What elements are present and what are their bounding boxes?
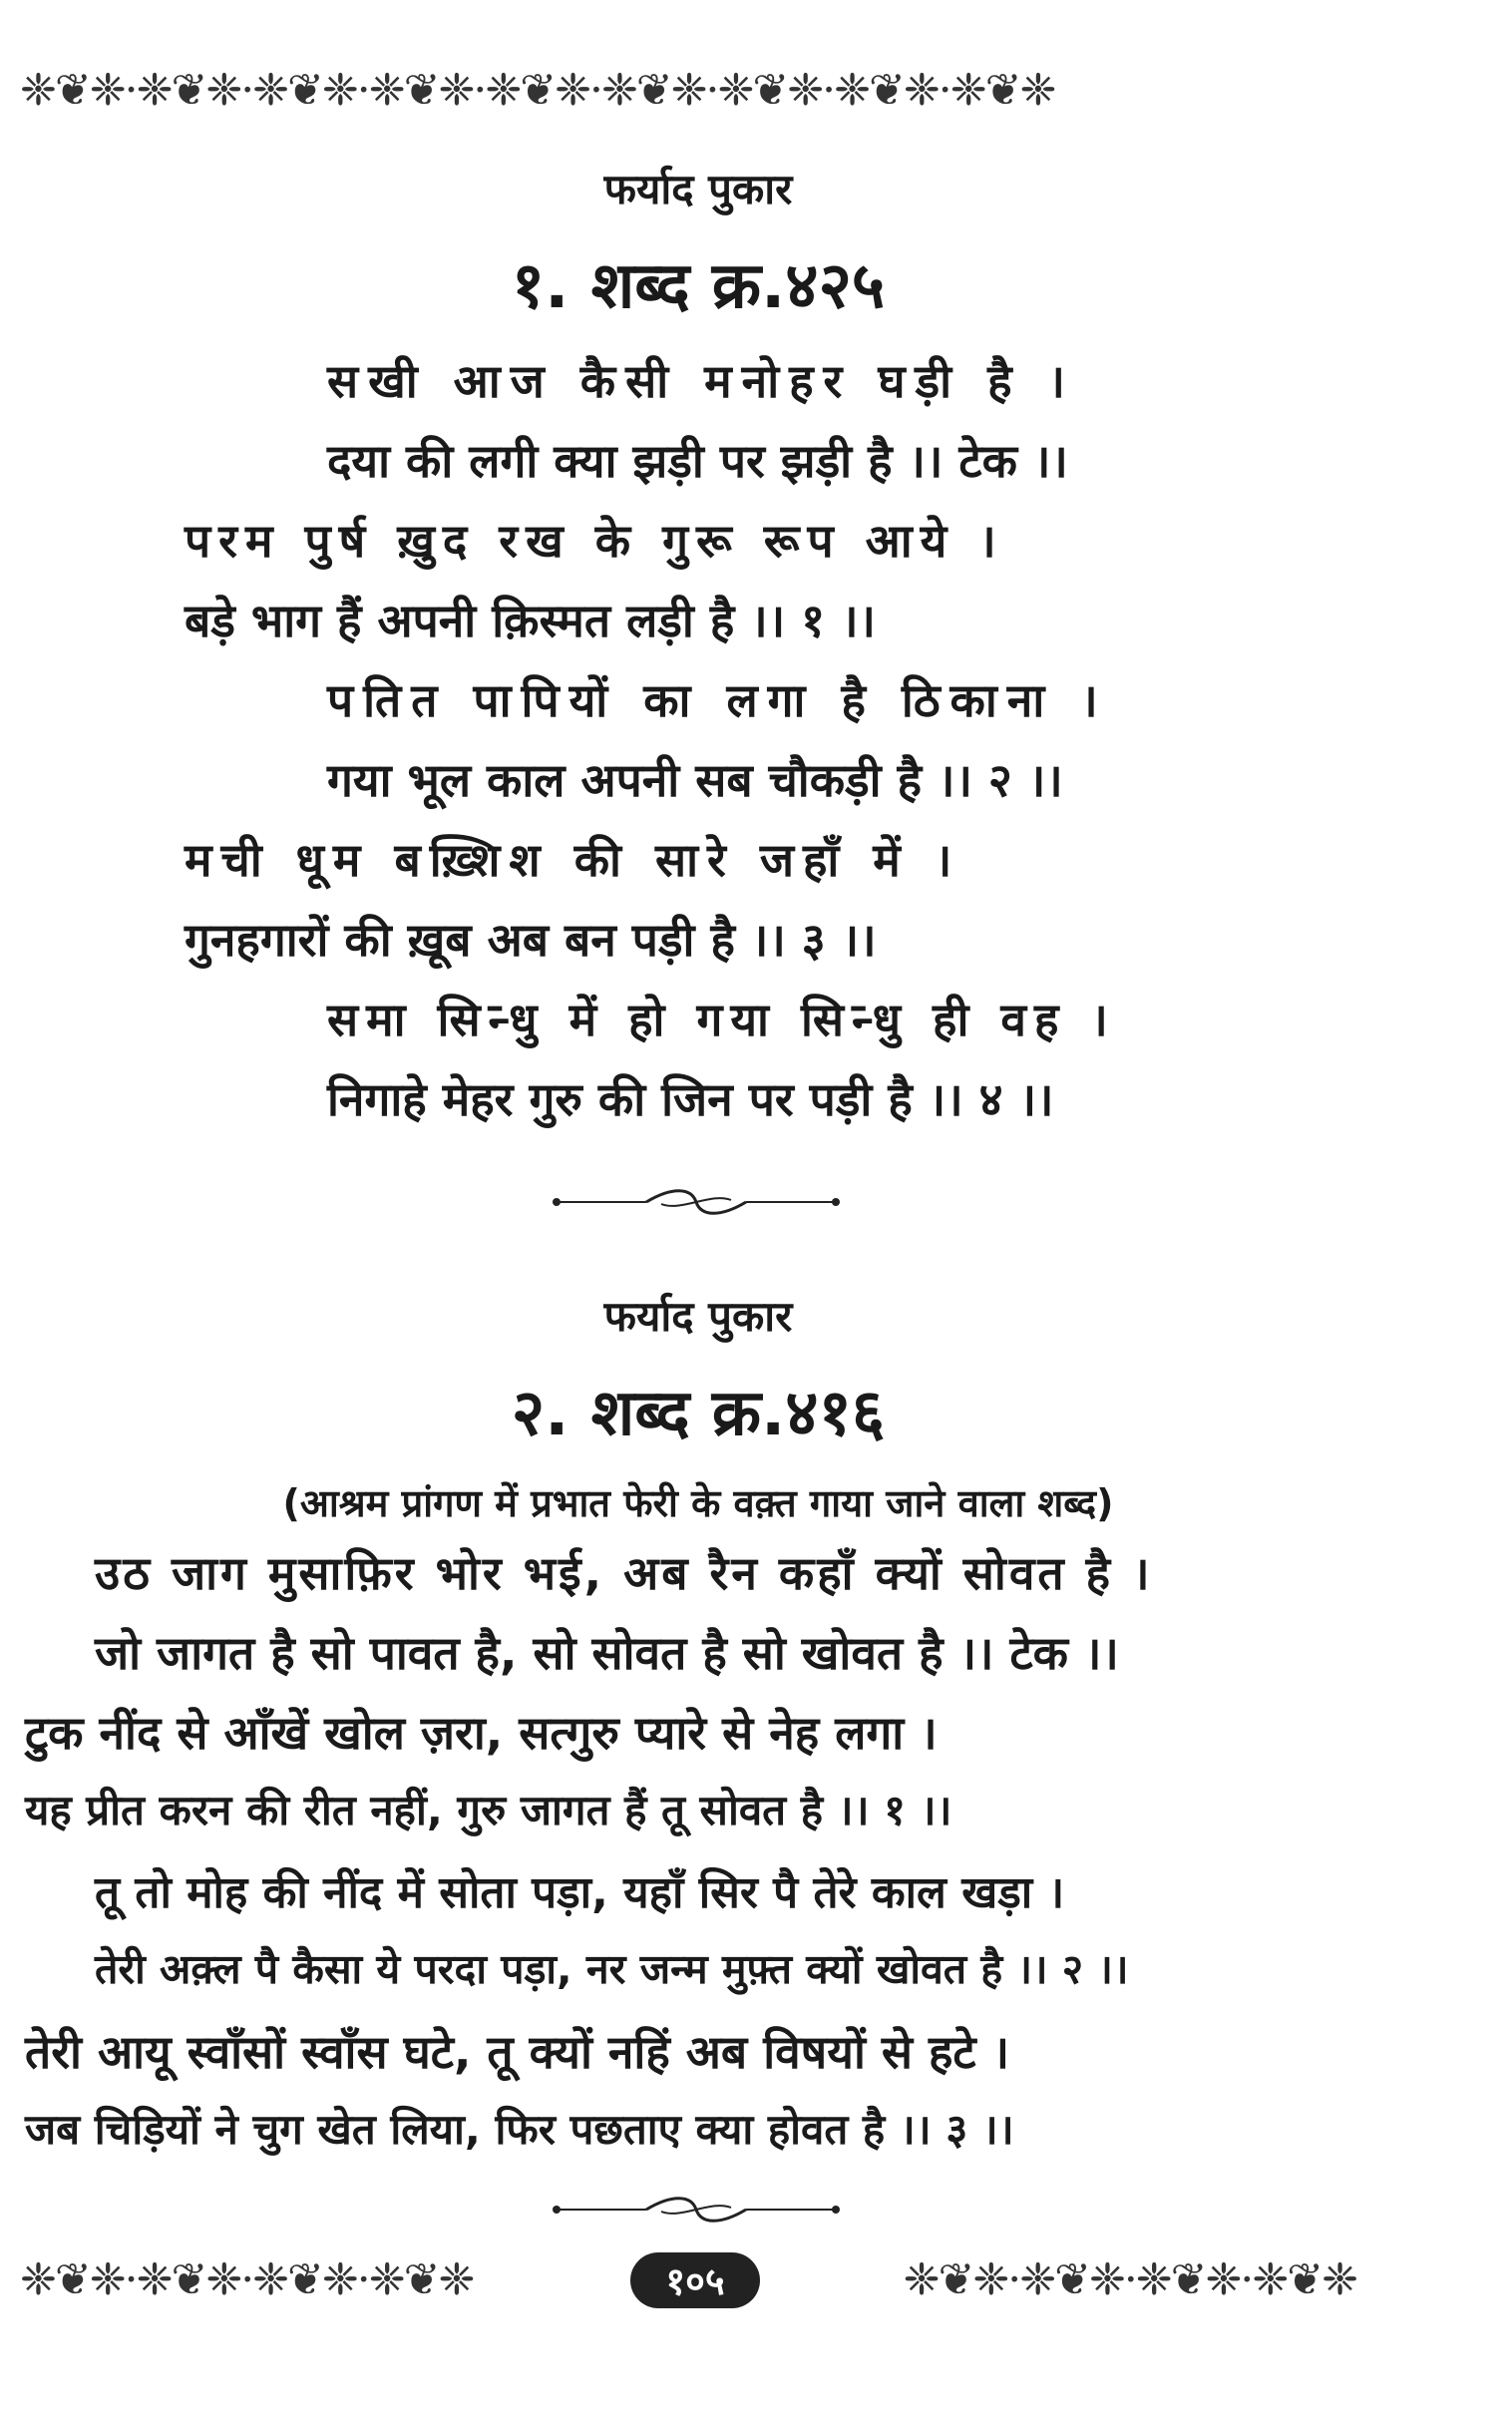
section2-line-3: टुक नींद से आँखें खोल ज़रा, सत्गुरु प्यारे से नेह लगा ।: [25, 1706, 938, 1760]
section1-line-6: गया भूल काल अपनी सब चौकड़ी है ।। २ ।।: [327, 753, 1063, 807]
section1-line-1: सखी आज कैसी मनोहर घड़ी है ।: [327, 354, 1075, 408]
section2-subtitle: फर्याद पुकार: [603, 1292, 793, 1341]
section1-line-7: मची धूम बख़्शिश की सारे जहाँ में ।: [185, 833, 961, 887]
section1-line-2: दया की लगी क्या झड़ी पर झड़ी है ।। टेक ।।: [327, 434, 1068, 488]
section1-line-10: निगाहे मेहर गुरु की जिन पर पड़ी है ।। ४ ।।: [327, 1072, 1054, 1126]
section2-line-7: तेरी आयू स्वाँसों स्वाँस घटे, तू क्यों नहिं अब विषयों से हटे ।: [25, 2025, 1010, 2079]
section2-line-6: तेरी अक़्ल पै कैसा ये परदा पड़ा, नर जन्म मुफ़्त क्यों खोवत है ।। २ ।।: [95, 1945, 1129, 1993]
section1-line-8: गुनहगारों की ख़ूब अब बन पड़ी है ।। ३ ।।: [185, 913, 877, 967]
flourish-divider-icon: [552, 2190, 841, 2229]
section1-subtitle: फर्याद पुकार: [603, 165, 793, 213]
section2-line-5: तू तो मोह की नींद में सोता पड़ा, यहाँ सिर पै तेरे काल खड़ा ।: [95, 1867, 1065, 1918]
top-floral-border: [20, 60, 1356, 120]
section2-line-4: यह प्रीत करन की रीत नहीं, गुरु जागत हैं तू सोवत है ।। १ ।।: [25, 1786, 952, 1834]
section1-line-3: परम पुर्ष ख़ुद रख के गुरू रूप आये ।: [185, 514, 1004, 568]
floral-ornament-icon: ❈❦❈·❈❦❈·❈❦❈·❈❦❈: [20, 2253, 474, 2305]
section1-line-4: बड़े भाग हैं अपनी क़िस्मत लड़ी है ।। १ ।।: [185, 594, 876, 647]
section2-line-2: जो जागत है सो पावत है, सो सोवत है सो खोवत है ।। टेक ।।: [95, 1626, 1119, 1680]
section1-title: १. शब्द क्र.४२५: [511, 249, 886, 323]
section2-note: (आश्रम प्रांगण में प्रभात फेरी के वक़्त गाया जाने वाला शब्द): [282, 1481, 1114, 1525]
flourish-divider-icon: [552, 1182, 841, 1222]
section2-line-8: जब चिड़ियों ने चुग खेत लिया, फिर पछताए क्या होवत है ।। ३ ।।: [25, 2105, 1014, 2154]
floral-ornament-icon: ❈❦❈·❈❦❈·❈❦❈·❈❦❈: [903, 2253, 1356, 2305]
section2-line-1: उठ जाग मुसाफ़िर भोर भई, अब रैन कहाँ क्यों सोवत है ।: [95, 1546, 1153, 1600]
page-number: १०५: [630, 2252, 760, 2308]
section1-line-5: पतित पापियों का लगा है ठिकाना ।: [327, 673, 1108, 727]
floral-ornament-icon: ❈❦❈·❈❦❈·❈❦❈·❈❦❈·❈❦❈·❈❦❈·❈❦❈·❈❦❈·❈❦❈: [20, 64, 1055, 116]
section2-title: २. शब्द क्र.४१६: [511, 1377, 886, 1450]
section1-line-9: समा सिन्धु में हो गया सिन्धु ही वह ।: [327, 993, 1116, 1046]
